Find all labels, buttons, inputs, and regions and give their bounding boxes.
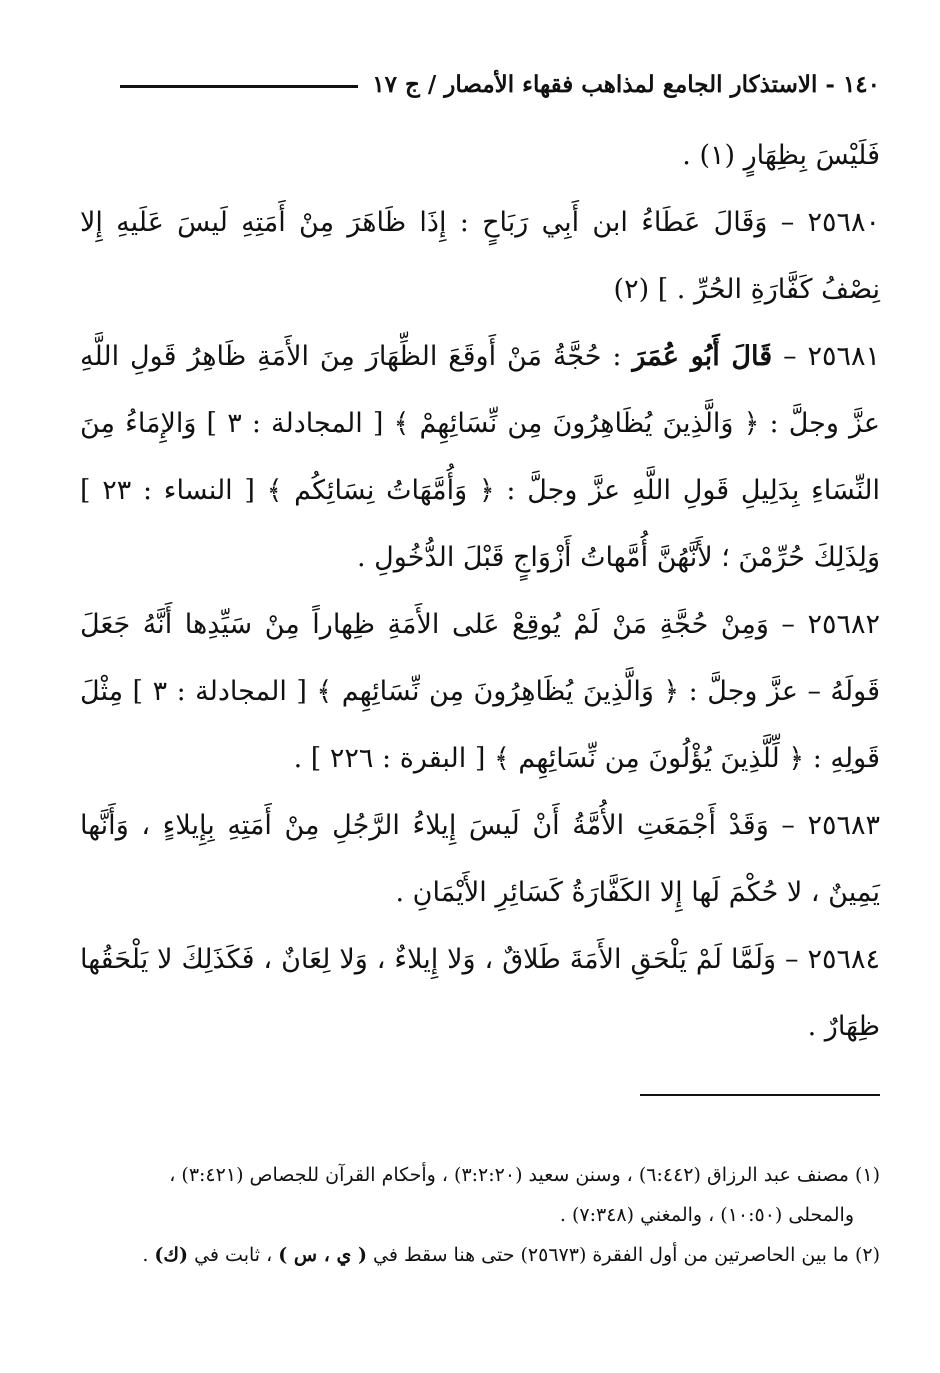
paragraph-number: ٢٥٦٨٣ [807,810,880,841]
paragraph-25684 [80,926,880,1060]
paragraph-25683 [80,792,880,926]
paragraph-25680 [80,189,880,323]
paragraph-number: ٢٥٦٨٤ [807,944,880,975]
paragraph-text: – وَقَالَ عَطَاءُ ابن أَبِي رَبَاحٍ : إِذَا ظَاهَرَ مِنْ أَمَتِهِ لَيسَ عَلَيهِ إِلا نِصْفُ كَفَّارَةِ الحُرِّ . ] (٢) [80,207,880,305]
paragraph-number: ٢٥٦٨١ [807,341,880,372]
footnote-separator [640,1094,880,1096]
footnote-sources: ( ي ، س ) [278,1244,367,1266]
paragraph-text: – وَلَمَّا لَمْ يَلْحَقِ الأَمَةَ طَلاقٌ ، وَلا إِيلاءٌ ، وَلا لِعَانٌ ، فَكَذَلِكَ لا يَلْحَقُها ظِهَارٌ . [80,944,880,1042]
paragraph-dash: – [783,341,797,372]
running-header [120,64,880,104]
footnote-source: (ك) [154,1244,189,1266]
paragraph-text: – وَقَدْ أَجْمَعَتِ الأُمَّةُ أَنْ لَيسَ إِيلاءُ الرَّجُلِ مِنْ أَمَتِهِ بِإِيلاءٍ ، وَأَنَّها يَمِينٌ ، لا حُكْمَ لَها إِلا الكَفَّارَةُ كَسَائِرِ الأَيْمَانِ . [80,810,880,908]
header-title: ١٤٠ - الاستذكار الجامع لمذاهب فقهاء الأمصار / ج ١٧ [372,70,880,98]
footnote-text: ما بين الحاصرتين من أول الفقرة (٢٥٦٧٣) حتى هنا سقط في [372,1244,849,1266]
footnote-text: ، ثابت في [194,1244,273,1266]
paragraph-text: – وَمِنْ حُجَّةِ مَنْ لَمْ يُوقِعْ عَلى الأَمَةِ ظِهاراً مِنْ سَيِّدِها أَنَّهُ جَعَلَ قَولَهُ – عزَّ وجلَّ : ﴿ وَالَّذِينَ يُظَاهِرُونَ مِن نِّسَائِهِم ﴾ [ المجادلة : ٣ ] مِثْلَ قَولِهِ : ﴿ لِّلَّذِينَ يُؤْلُونَ مِن نِّسَائِهِم ﴾ [ البقرة : ٢٢٦ ] . [80,609,880,774]
main-text [80,122,880,1060]
footnotes [80,1155,880,1275]
paragraph-number: ٢٥٦٨٢ [807,609,880,640]
paragraph-25681 [80,323,880,591]
speaker-name: قَالَ أَبُو عُمَرَ [632,341,773,372]
footnote-1 [80,1155,880,1195]
paragraph-text: فَلَيْسَ بِظِهَارٍ (١) . [682,140,880,171]
footnote-1-continuation [80,1195,880,1235]
paragraph-continuation [80,122,880,189]
footnote-text: مصنف عبد الرزاق (٦:٤٤٢) ، وسنن سعيد (٣:٢:٢٠) ، وأحكام القرآن للجصاص (٣:٤٢١) ، [169,1164,849,1186]
footnote-text: والمحلى (١٠:٥٠) ، والمغني (٧:٣٤٨) . [559,1204,854,1226]
footnote-period: . [142,1244,149,1266]
footnote-marker: (١) [854,1164,880,1186]
paragraph-number: ٢٥٦٨٠ [807,207,880,238]
paragraph-25682 [80,591,880,792]
footnote-marker: (٢) [854,1244,880,1266]
header-rule [120,85,358,88]
footnote-2 [80,1235,880,1275]
paragraph-text: : حُجَّةُ مَنْ أَوقَعَ الظِّهَارَ مِنَ الأَمَةِ ظَاهِرُ قَولِ اللَّهِ عزَّ وجلَّ : ﴿ وَالَّذِينَ يُظَاهِرُونَ مِن نِّسَائِهِمْ ﴾ [ المجادلة : ٣ ] وَالإِمَاءُ مِنَ النِّسَاءِ بِدَلِيلِ قَولِ اللَّهِ عزَّ وجلَّ : ﴿ وَأُمَّهَاتُ نِسَائِكُم ﴾ [ النساء : ٢٣ ] وَلِذَلِكَ حُرِّمْنَ ؛ لأَنَّهُنَّ أُمَّهاتُ أَزْوَاجٍ قَبْلَ الدُّخُولِ . [80,341,881,573]
